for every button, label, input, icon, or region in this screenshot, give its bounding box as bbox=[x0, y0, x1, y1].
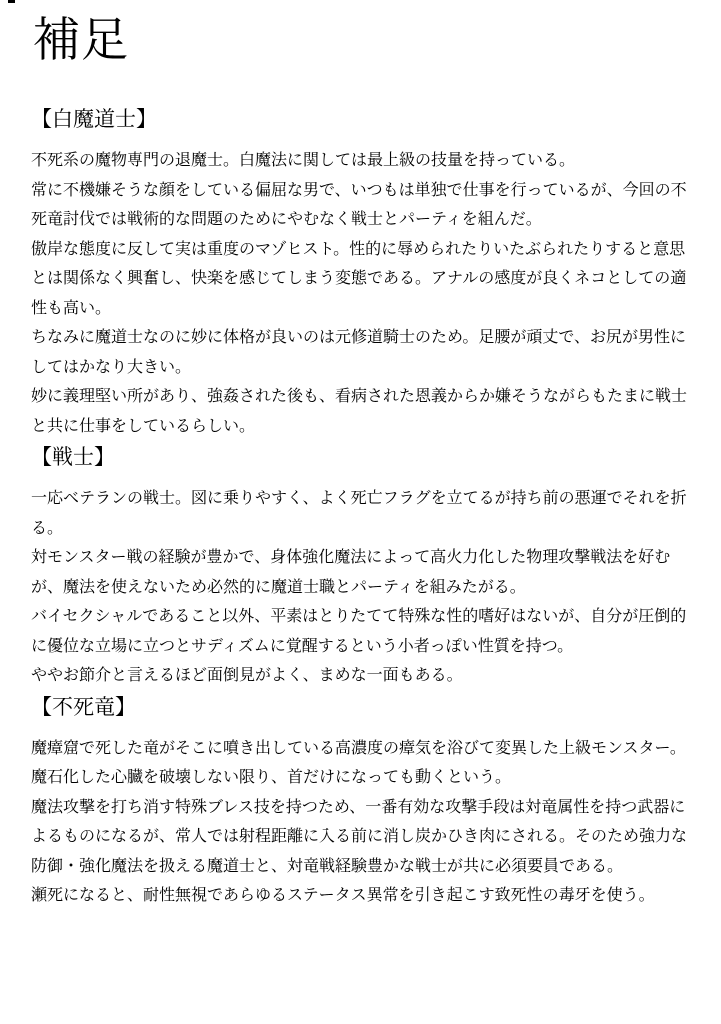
section-heading-undead-dragon: 【不死竜】 bbox=[31, 695, 136, 719]
paragraph: 魔瘴窟で死した竜がそこに噴き出している高濃度の瘴気を浴びて変異した上級モンスター。魔石化した心臓を破壊しない限り、首だけになっても動くという。 bbox=[31, 739, 686, 786]
paragraph: 魔法攻撃を打ち消す特殊ブレス技を持つため、一番有効な攻撃手段は対竜属性を持つ武器によるものになるが、常人では射程距離に入る前に消し炭かひき肉にされる。そのため強力な防御・強化魔法を扱える魔道士と、対竜戦経験豊かな戦士が共に必須要員である。 bbox=[31, 798, 688, 875]
paragraph: 傲岸な態度に反して実は重度のマゾヒスト。性的に辱められたりいたぶられたりすると意思とは関係なく興奮し、快楽を感じてしまう変態である。アナルの感度が良くネコとしての適性も高い。 bbox=[31, 240, 687, 317]
page-title: 補足 bbox=[33, 13, 129, 66]
paragraph: 瀬死になると、耐性無視であらゆるステータス異常を引き起こす致死性の毒牙を使う。 bbox=[31, 887, 655, 904]
paragraph: 対モンスター戦の経験が豊かで、身体強化魔法によって高火力化した物理攻撃戦法を好むが、魔法を使えないため必然的に魔道士職とパーティを組みたがる。 bbox=[31, 549, 671, 596]
paragraph: 妙に義理堅い所があり、強姦された後も、看病された恩義からか嫌そうながらもたまに戦士と共に仕事をしているらしい。 bbox=[31, 388, 688, 435]
section-body-undead-dragon bbox=[31, 734, 691, 911]
paragraph: 一応ベテランの戦士。図に乗りやすく、よく死亡フラグを立てるが持ち前の悪運でそれを折る。 bbox=[31, 490, 687, 537]
paragraph: ちなみに魔道士なのに妙に体格が良いのは元修道騎士のため。足腰が頑丈で、お尻が男性にしてはかなり大きい。 bbox=[31, 329, 687, 376]
section-body-white-mage bbox=[31, 146, 691, 441]
paragraph: バイセクシャルであること以外、平素はとりたてて特殊な性的嗜好はないが、自分が圧倒的に優位な立場に立つとサディズムに覚醒するという小者っぽい性質を持つ。 bbox=[31, 608, 687, 655]
paragraph: ややお節介と言えるほど面倒見がよく、まめな一面もある。 bbox=[31, 667, 463, 684]
paragraph: 常に不機嫌そうな顔をしている偏屈な男で、いつもは単独で仕事を行っているが、今回の不死竜討伐では戦術的な問題のためにやむなく戦士とパーティを組んだ。 bbox=[31, 181, 687, 228]
scan-artifact-mark bbox=[8, 0, 15, 3]
section-body-warrior bbox=[31, 484, 691, 691]
paragraph: 不死系の魔物専門の退魔士。白魔法に関しては最上級の技量を持っている。 bbox=[31, 152, 576, 169]
section-heading-white-mage: 【白魔道士】 bbox=[31, 108, 157, 131]
section-heading-warrior: 【戦士】 bbox=[31, 446, 115, 469]
